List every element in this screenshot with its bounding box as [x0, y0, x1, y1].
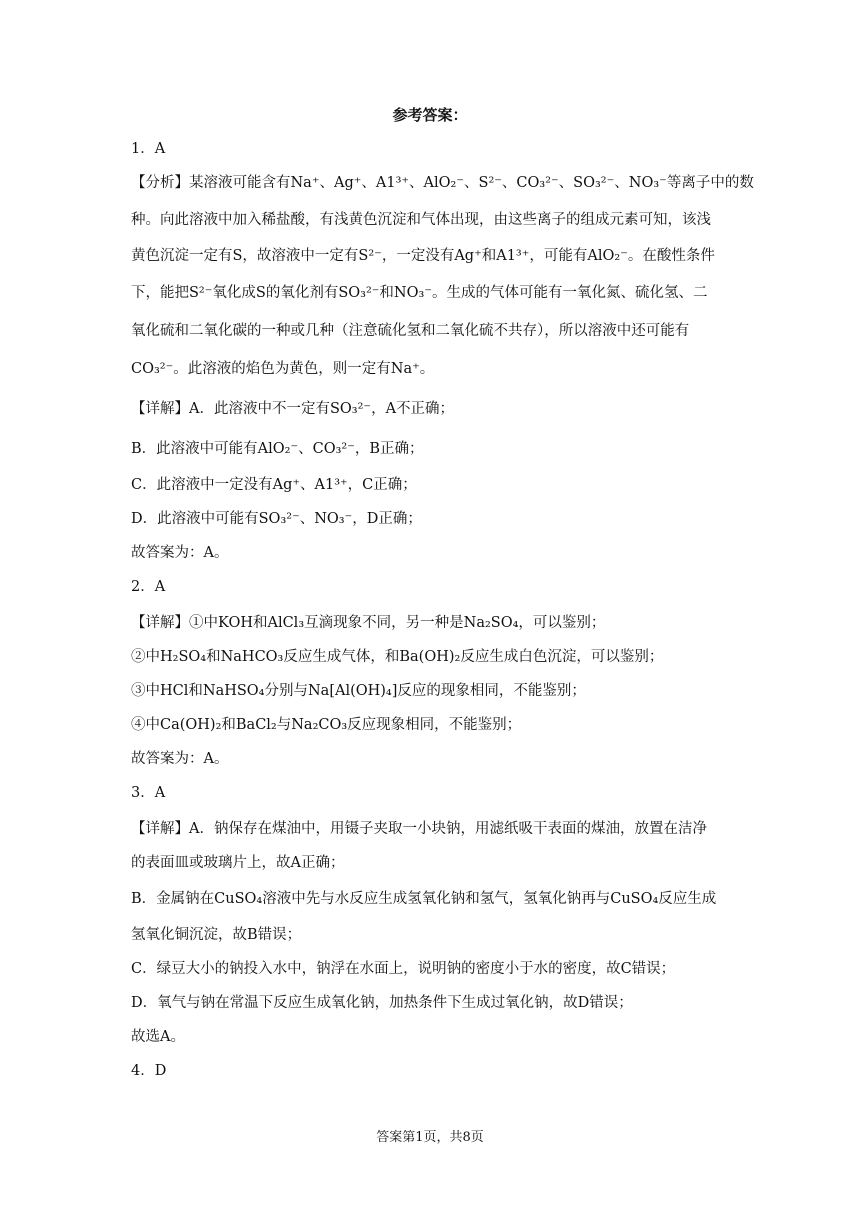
- text-line: D．此溶液中可能有SO₃²⁻、NO₃⁻，D正确；: [131, 511, 422, 527]
- text-line: ③中HCl和NaHSO₄分别与Na[Al(OH)₄]反应的现象相同，不能鉴别；: [131, 683, 586, 699]
- text-line: 2．A: [131, 579, 166, 595]
- text-line: 1．A: [131, 141, 166, 157]
- text-line: 的表面皿或玻璃片上，故A正确；: [131, 855, 345, 871]
- text-line: 氢氧化铜沉淀，故B错误；: [131, 927, 302, 943]
- text-line: D．氧气与钠在常温下反应生成氧化钠，加热条件下生成过氧化钠，故D错误；: [131, 995, 633, 1011]
- text-line: 【详解】①中KOH和AlCl₃互滴现象不同，另一种是Na₂SO₄，可以鉴别；: [131, 615, 606, 631]
- text-line: 故答案为：A。: [131, 751, 229, 767]
- text-line: 【详解】A．钠保存在煤油中，用镊子夹取一小块钠，用滤纸吸干表面的煤油，放置在洁净: [131, 821, 707, 837]
- text-line: B．金属钠在CuSO₄溶液中先与水反应生成氢氧化钠和氢气，氢氧化钠再与CuSO₄反应生成: [131, 891, 717, 907]
- text-line: 故答案为：A。: [131, 545, 229, 561]
- text-line: 下，能把S²⁻氧化成S的氧化剂有SO₃²⁻和NO₃⁻。生成的气体可能有一氧化氮、硫化氢、二: [131, 285, 708, 301]
- text-line: C．绿豆大小的钠投入水中，钠浮在水面上，说明钠的密度小于水的密度，故C错误；: [131, 961, 676, 977]
- text-line: 【分析】某溶液可能含有Na⁺、Ag⁺、A1³⁺、AlO₂⁻、S²⁻、CO₃²⁻、SO₃²⁻、NO₃⁻等离子中的数: [131, 175, 754, 191]
- text-line: ④中Ca(OH)₂和BaCl₂与Na₂CO₃反应现象相同，不能鉴别；: [131, 717, 522, 733]
- text-line: CO₃²⁻。此溶液的焰色为黄色，则一定有Na⁺。: [131, 361, 435, 377]
- text-line: 种。向此溶液中加入稀盐酸，有浅黄色沉淀和气体出现，由这些离子的组成元素可知，该浅: [131, 212, 711, 228]
- text-line: ②中H₂SO₄和NaHCO₃反应生成气体，和Ba(OH)₂反应生成白色沉淀，可以鉴别；: [131, 649, 664, 665]
- page-title: 参考答案：: [392, 106, 468, 124]
- text-line: B．此溶液中可能有AlO₂⁻、CO₃²⁻，B正确；: [131, 441, 424, 457]
- text-line: 4．D: [131, 1063, 167, 1079]
- text-line: 氧化硫和二氧化碳的一种或几种（注意硫化氢和二氧化硫不共存），所以溶液中还可能有: [131, 323, 690, 339]
- text-line: 故选A。: [131, 1029, 185, 1045]
- text-line: 黄色沉淀一定有S，故溶液中一定有S²⁻，一定没有Ag⁺和A1³⁺，可能有AlO₂⁻。在酸性条件: [131, 248, 715, 264]
- text-line: 3．A: [131, 785, 166, 801]
- text-line: 【详解】A．此溶液中不一定有SO₃²⁻，A不正确；: [131, 401, 455, 417]
- text-line: C．此溶液中一定没有Ag⁺、A1³⁺，C正确；: [131, 477, 417, 493]
- page-footer: 答案第1页，共8页: [376, 1130, 484, 1145]
